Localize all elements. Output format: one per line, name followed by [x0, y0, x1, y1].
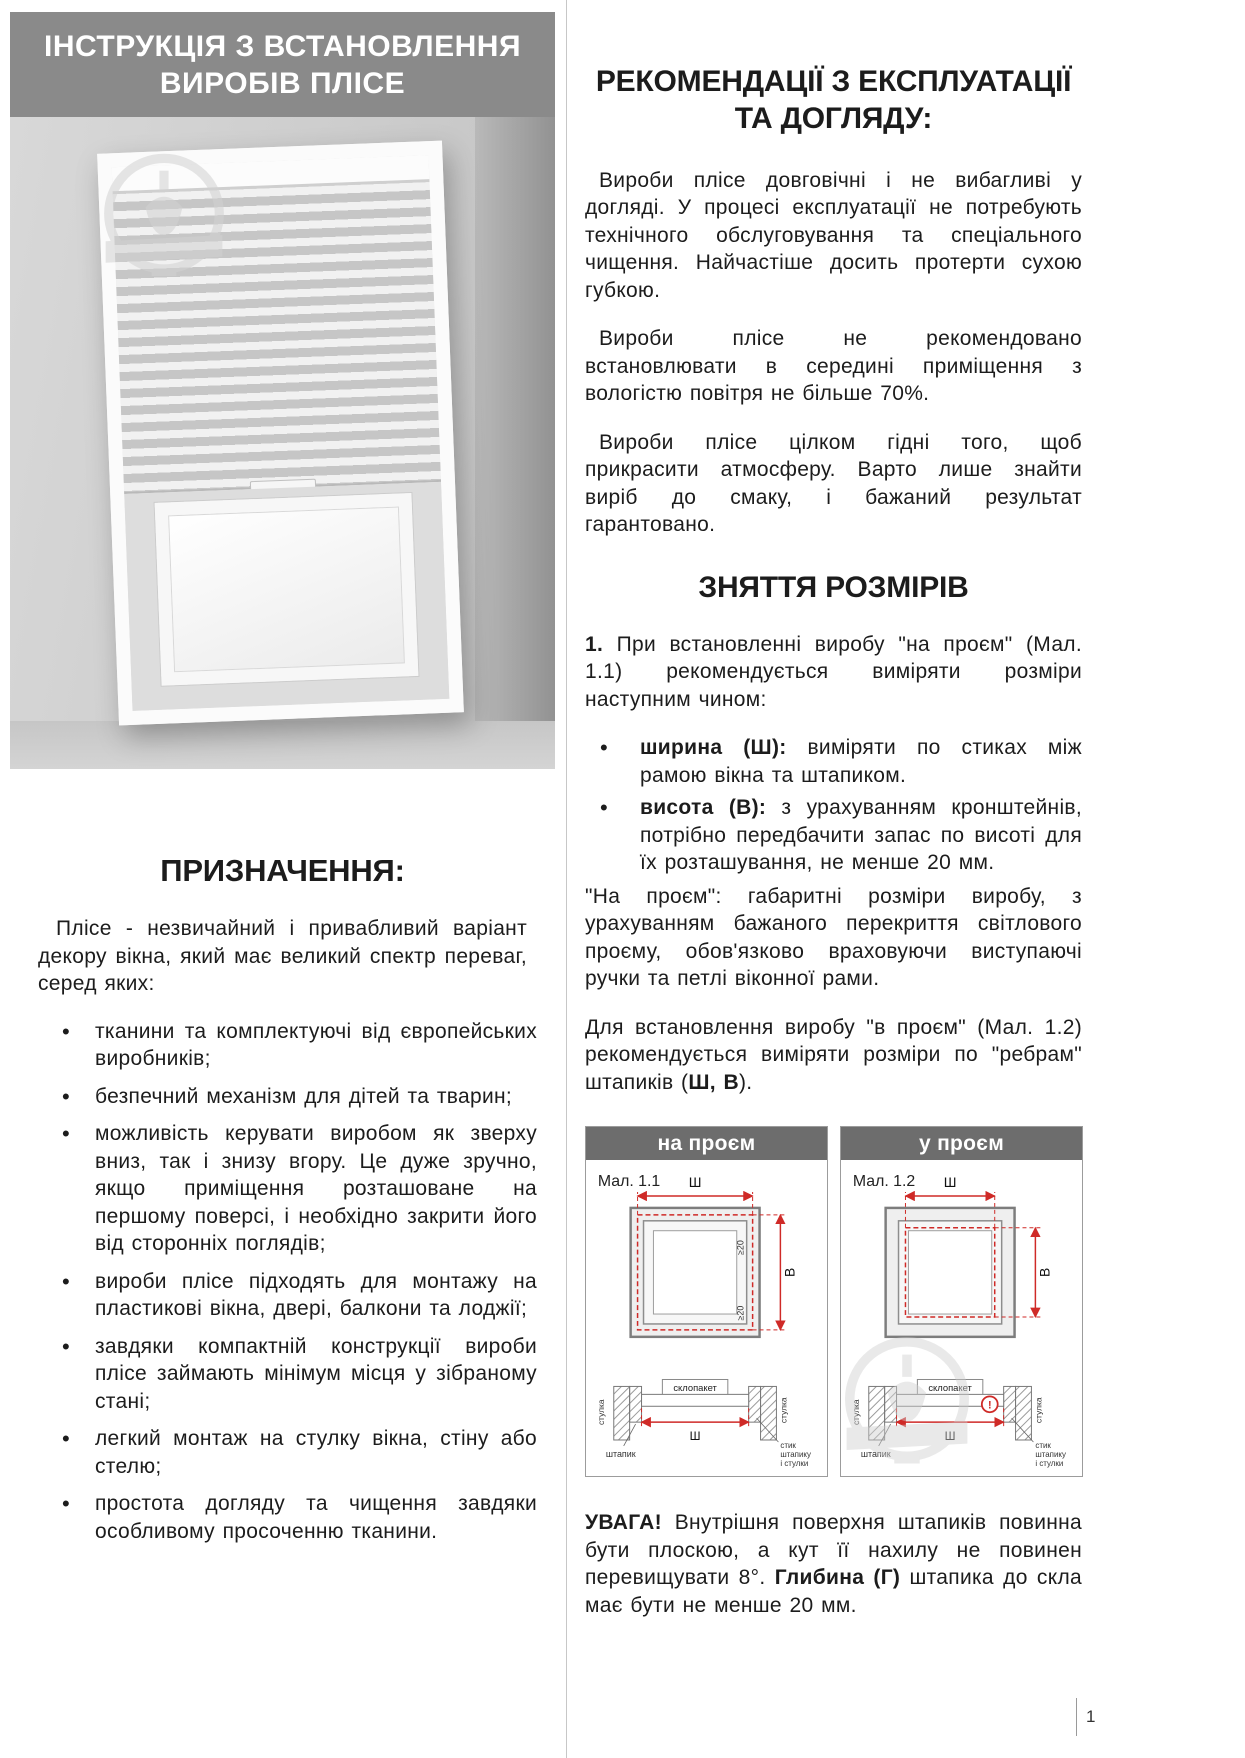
joint-label-line3: і стулки — [780, 1459, 809, 1469]
sash-section-right — [1016, 1387, 1032, 1441]
figure-na-proem — [585, 1126, 828, 1477]
list-item-text: простота догляду та чищення завдяки особливому просоченню тканини. — [95, 1492, 537, 1543]
attention-depth-term: Глибина (Г) — [774, 1566, 901, 1590]
left-column — [10, 12, 555, 1555]
sash-label-right: стулка — [1033, 1397, 1044, 1424]
warning-mark: ! — [987, 1400, 992, 1413]
title-line-2: ВИРОБІВ ПЛІСЕ — [159, 67, 406, 100]
width-label: Ш — [943, 1174, 957, 1191]
page-number — [1076, 1698, 1095, 1736]
list-item — [95, 1083, 537, 1111]
figure-1-caption: Мал. 1.1 — [597, 1173, 661, 1191]
sash-section-left — [614, 1387, 630, 1441]
care-heading — [585, 63, 1082, 137]
list-item-text: легкий монтаж на стулку вікна, стіну або стелю; — [95, 1427, 537, 1478]
footer-divider — [1076, 1698, 1077, 1736]
figure-u-proem — [840, 1126, 1083, 1477]
measuring-term-height: висота (В): — [640, 796, 767, 820]
sash-section-left — [869, 1387, 885, 1441]
sash-section-right — [761, 1387, 777, 1441]
bead-section-right — [749, 1387, 761, 1423]
sash-label-left: стулка — [595, 1399, 606, 1426]
care-paragraph-3: Вироби плісе цілком гідні того, щоб прикрасити атмосферу. Варто лише знайти виріб до смаку, і бажаний результат гарантовано. — [585, 430, 1082, 537]
measuring-paragraph-1: "На проєм": габаритні розміри виробу, з урахуванням бажаного перекриття світлового проєму, обов'язково враховуючи виступаючі ручки та петлі віконної рами. — [585, 884, 1082, 991]
bead-label: штапик — [860, 1449, 891, 1460]
title-line-1: ІНСТРУКЦІЯ З ВСТАНОВЛЕННЯ — [43, 30, 522, 63]
bottom-width-label: Ш — [944, 1429, 956, 1444]
page-number-value: 1 — [1086, 1707, 1096, 1726]
attention-text-2: штапика до скла має бути не менше 20 мм. — [585, 1566, 1082, 1617]
pleated-blind — [113, 182, 441, 494]
figure-2-header: у проєм — [841, 1127, 1082, 1160]
right-column — [585, 38, 1082, 1640]
min-gap-bottom-label: ≥20 — [735, 1305, 746, 1321]
joint-label-line2: штапику — [1035, 1450, 1066, 1460]
bottom-width-label: Ш — [689, 1429, 701, 1444]
window-glass — [653, 1231, 736, 1314]
measuring-intro — [585, 631, 1082, 714]
glass-label: склопакет — [928, 1382, 972, 1394]
window-frame — [97, 141, 464, 726]
list-item — [640, 734, 1082, 789]
measuring-list — [585, 734, 1082, 877]
list-item-text: завдяки компактній конструкції вироби плісе займають мінімум місця у зібраному стані; — [95, 1334, 537, 1413]
list-item — [95, 1268, 537, 1323]
figure-1-header: на проєм — [586, 1127, 827, 1160]
measuring-paragraph-2 — [585, 1014, 1082, 1097]
joint-label-line1: стик — [780, 1441, 796, 1451]
measuring-term-width: ширина (Ш): — [640, 736, 787, 760]
document-title — [10, 12, 555, 117]
list-item-text: вироби плісе підходять для монтажу на пластикові вікна, двері, балкони та лоджії; — [95, 1269, 537, 1320]
measuring-intro-number: 1. — [585, 632, 604, 656]
list-item — [95, 1120, 537, 1258]
wall-shadow — [475, 117, 555, 769]
care-paragraph-1: Вироби плісе довговічні і не вибагливі у догляді. У процесі експлуатації не потребують технічного обслуговування та спеціального чищення. Найчастіше досить протерти сухою губкою. — [585, 168, 1082, 302]
attention-paragraph — [585, 1509, 1082, 1619]
care-paragraph-2: Вироби плісе не рекомендовано встановлювати в середині приміщення з вологістю повітря не більше 70%. — [585, 327, 1082, 406]
list-item — [95, 1490, 537, 1545]
measuring-text-width: виміряти по стиках між рамою вікна та штапиком. — [640, 736, 1082, 787]
purpose-heading: ПРИЗНАЧЕННЯ: — [160, 853, 405, 888]
sash-label-right: стулка — [778, 1397, 789, 1424]
width-label: Ш — [688, 1174, 702, 1191]
bead-section-right — [1004, 1387, 1016, 1423]
bead-label: штапик — [605, 1449, 636, 1460]
window-glass — [908, 1231, 991, 1314]
height-label: В — [781, 1268, 798, 1278]
care-heading-line-1: РЕКОМЕНДАЦІЇ З ЕКСПЛУАТАЦІЇ — [595, 64, 1072, 98]
figures-row — [585, 1126, 1082, 1477]
height-label: В — [1036, 1268, 1053, 1278]
window-sash — [124, 482, 449, 711]
attention-label: УВАГА! — [585, 1511, 662, 1535]
purpose-list — [10, 1018, 555, 1546]
measuring-text-height: з урахуванням кронштейнів, потрібно передбачити запас по висоті для їх розташування, не менше 20 мм. — [640, 796, 1083, 875]
list-item-text: тканини та комплектуючі від європейських виробників; — [95, 1019, 537, 1070]
min-gap-top-label: ≥20 — [735, 1240, 746, 1256]
list-item — [95, 1425, 537, 1480]
floor-area — [10, 721, 555, 769]
measuring-p2-start: Для встановлення виробу "в проєм" (Мал. 1.2) рекомендується виміряти розміри по "ребрам" штапиків ( — [585, 1015, 1082, 1094]
bead-section-left — [885, 1387, 897, 1423]
product-photo — [10, 117, 555, 769]
joint-label-line1: стик — [1035, 1441, 1051, 1451]
column-divider — [566, 0, 567, 1758]
list-item — [640, 794, 1082, 877]
measuring-p2-end: ). — [739, 1070, 753, 1094]
attention-text-1: Внутрішня поверхня штапиків повинна бути плоскою, а кут її нахилу не повинен перевищувати 8°. — [585, 1511, 1082, 1590]
list-item — [95, 1333, 537, 1416]
joint-label-line2: штапику — [780, 1450, 811, 1460]
figure-2-diagram — [841, 1160, 1082, 1476]
sash-label-left: стулка — [850, 1399, 861, 1426]
measuring-heading: ЗНЯТТЯ РОЗМІРІВ — [698, 570, 969, 604]
list-item-text: можливість керувати виробом як зверху вниз, так і знизу вгору. Це дуже зручно, якщо приміщення розташоване на першому поверсі, і необхідно закрити його від сторонніх поглядів; — [95, 1122, 537, 1255]
figure-1-diagram — [586, 1160, 827, 1476]
bead-section-left — [630, 1387, 642, 1423]
measuring-p2-dims: Ш, В — [688, 1070, 739, 1094]
glass-label: склопакет — [673, 1382, 717, 1394]
purpose-intro: Плісе - незвичайний і привабливий варіант декору вікна, який має великий спектр переваг, серед яких: — [38, 917, 527, 995]
figure-2-caption: Мал. 1.2 — [852, 1173, 916, 1191]
window-glass — [155, 493, 419, 686]
care-heading-line-2: ТА ДОГЛЯДУ: — [734, 101, 933, 135]
measuring-intro-text: При встановленні виробу "на проєм" (Мал. 1.1) рекомендується виміряти розміри наступним чином: — [585, 632, 1082, 711]
list-item-text: безпечний механізм для дітей та тварин; — [95, 1084, 512, 1108]
joint-label-line3: і стулки — [1035, 1459, 1064, 1469]
glass-unit-section — [642, 1395, 749, 1407]
list-item — [95, 1018, 537, 1073]
